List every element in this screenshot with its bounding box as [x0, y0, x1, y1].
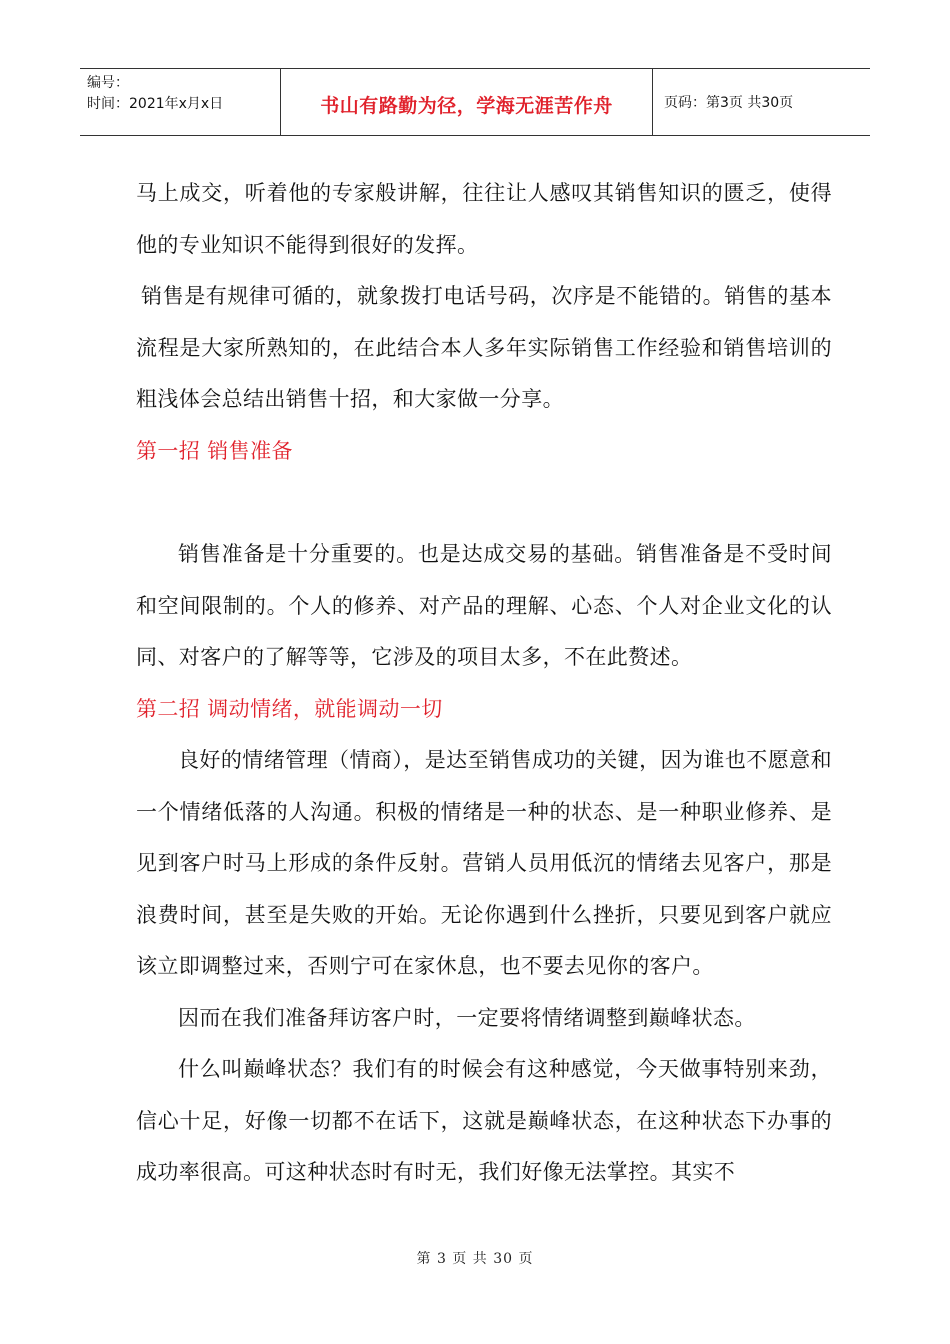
paragraph-continuation: 马上成交，听着他的专家般讲解，往往让人感叹其销售知识的匮乏，使得他的专业知识不能得到很好的发挥。 — [136, 181, 832, 257]
document-number-label: 编号： — [87, 75, 129, 91]
blank-line — [136, 477, 832, 529]
page-footer: 第 3 页 共 30 页 — [416, 1251, 534, 1267]
document-body — [136, 168, 832, 1199]
paragraph-sales-prep: 销售准备是十分重要的。也是达成交易的基础。销售准备是不受时间和空间限制的。个人的修养、对产品的理解、心态、个人对企业文化的认同、对客户的了解等等，它涉及的项目太多，不在此赘述。 — [136, 542, 832, 669]
section-heading-1: 第一招 销售准备 — [136, 438, 293, 463]
paragraph-intro: 销售是有规律可循的，就象拨打电话号码，次序是不能错的。销售的基本流程是大家所熟知的，在此结合本人多年实际销售工作经验和销售培训的粗浅体会总结出销售十招，和大家做一分享。 — [136, 284, 832, 411]
header-motto: 书山有路勤为径，学海无涯苦作舟 — [281, 69, 653, 135]
document-date: 时间：2021年x月x日 — [87, 96, 224, 112]
header-meta — [80, 69, 281, 135]
paragraph-peak-state: 因而在我们准备拜访客户时，一定要将情绪调整到巅峰状态。 — [178, 1005, 756, 1030]
document-header — [80, 68, 870, 136]
header-page-code: 页码：第3页 共30页 — [664, 95, 794, 111]
paragraph-peak-definition: 什么叫巅峰状态？我们有的时候会有这种感觉，今天做事特别来劲，信心十足，好像一切都不在话下，这就是巅峰状态，在这种状态下办事的成功率很高。可这种状态时有时无，我们好像无法掌控。其实不 — [136, 1057, 832, 1184]
paragraph-emotion: 良好的情绪管理（情商），是达至销售成功的关键，因为谁也不愿意和一个情绪低落的人沟通。积极的情绪是一种的状态、是一种职业修养、是见到客户时马上形成的条件反射。营销人员用低沉的情绪去见客户，那是浪费时间，甚至是失败的开始。无论你遇到什么挫折，只要见到客户就应该立即调整过来，否则宁可在家休息，也不要去见你的客户。 — [136, 748, 832, 978]
section-heading-2: 第二招 调动情绪，就能调动一切 — [136, 696, 443, 721]
